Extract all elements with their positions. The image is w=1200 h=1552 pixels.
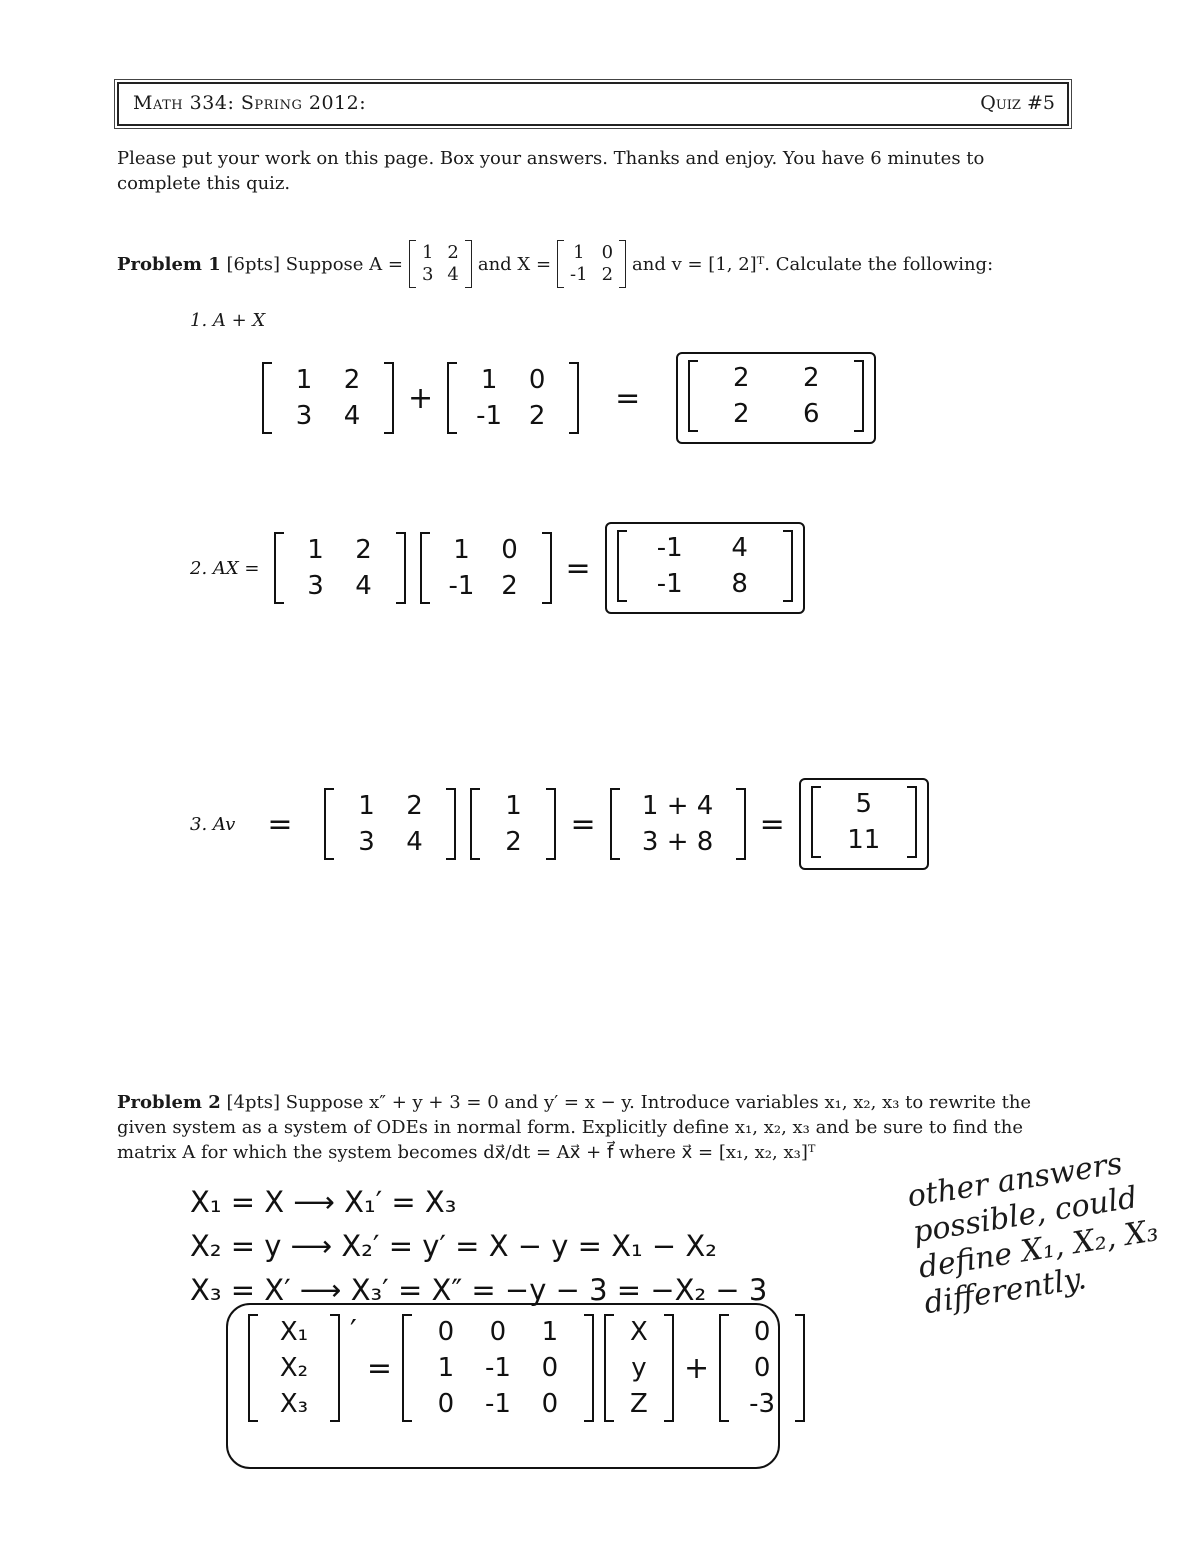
normal-form-system [248, 1314, 805, 1422]
handwritten-vector [719, 1314, 805, 1422]
cell: 3 [307, 571, 324, 601]
problem1-v-text: and v = [1, 2]ᵀ. Calculate the following: [632, 253, 994, 275]
substitution-line: X₂ = y ⟶ X₂′ = y′ = X − y = X₁ − X₂ [190, 1229, 717, 1263]
equals-sign: = [565, 550, 591, 586]
problem1-statement [117, 240, 993, 288]
cell: 0 [489, 1317, 507, 1347]
answer-matrix [688, 360, 864, 432]
matrix-cell: 2 [447, 242, 459, 263]
cell: 8 [731, 569, 748, 599]
cell: X [630, 1317, 648, 1347]
cell: X₂ [279, 1353, 309, 1383]
cell: 6 [803, 399, 820, 429]
cell: 3 [295, 401, 313, 431]
cell: -1 [656, 533, 683, 563]
answer-vector [811, 786, 917, 858]
cell: 0 [437, 1317, 455, 1347]
handwritten-matrix [402, 1314, 594, 1422]
handwritten-vector [470, 788, 556, 860]
cell: 2 [528, 401, 546, 431]
matrix-cell: -1 [570, 264, 588, 285]
substitution-line: X₃ = X′ ⟶ X₃′ = X″ = −y − 3 = −X₂ − 3 [190, 1273, 768, 1307]
prime-mark: ′ [350, 1314, 357, 1349]
cell: y [631, 1353, 647, 1383]
answer-box [799, 778, 929, 870]
answer-box [605, 522, 805, 614]
cell: 1 + 4 [641, 791, 714, 821]
problem1-suppose: Suppose A = [285, 253, 403, 275]
cell: -1 [656, 569, 683, 599]
instructions: Please put your work on this page. Box your answers. Thanks and enjoy. You have 6 minutes to complete this quiz. [117, 148, 985, 194]
cell: 0 [753, 1353, 771, 1383]
cell: 0 [541, 1353, 559, 1383]
matrix-cell: 0 [601, 242, 614, 263]
cell: 0 [437, 1389, 455, 1419]
cell: 0 [528, 365, 546, 395]
cell: 1 [295, 365, 313, 395]
cell: 2 [406, 791, 423, 821]
cell: 2 [505, 827, 522, 857]
plus-sign: + [683, 1350, 710, 1386]
matrix-cell: 4 [447, 264, 459, 285]
handwritten-vector [248, 1314, 340, 1422]
cell: 2 [733, 363, 750, 393]
cell: 1 [505, 791, 522, 821]
matrix-X [557, 240, 626, 288]
handwritten-matrix [274, 532, 406, 604]
matrix-cell: 3 [421, 264, 434, 285]
handwritten-matrix [262, 362, 394, 434]
problem1-and-x: and X = [477, 253, 552, 275]
equals-sign: = [615, 380, 641, 416]
cell: 4 [343, 401, 361, 431]
cell: 11 [847, 825, 881, 855]
cell: 2 [501, 571, 518, 601]
matrix-cell: 2 [601, 264, 614, 285]
problem2-statement [117, 1090, 1062, 1165]
cell: X₁ [279, 1317, 309, 1347]
cell: 0 [753, 1317, 771, 1347]
part1-label: 1. A + X [190, 310, 266, 331]
cell: 5 [855, 789, 873, 819]
problem2-label: Problem 2 [117, 1092, 221, 1113]
handwritten-note: other answers possible, could define X₁, X₂, X₃ differently. [905, 1146, 1161, 1322]
handwritten-matrix [324, 788, 456, 860]
cell: 1 [358, 791, 375, 821]
cell: -1 [484, 1353, 511, 1383]
cell: 1 [541, 1317, 559, 1347]
cell: 0 [501, 535, 518, 565]
cell: 0 [541, 1389, 559, 1419]
cell: 3 [358, 827, 375, 857]
equals-sign: = [570, 806, 596, 842]
part3-work [190, 778, 929, 870]
plus-sign: + [408, 380, 434, 416]
cell: -1 [448, 571, 475, 601]
part2-label: 2. AX = [190, 557, 260, 579]
cell: 2 [733, 399, 750, 429]
cell: 2 [803, 363, 820, 393]
cell: 1 [453, 535, 470, 565]
cell: X₃ [279, 1389, 309, 1419]
quiz-number: Quiz #5 [980, 92, 1055, 114]
cell: 1 [437, 1353, 455, 1383]
matrix-cell: 1 [573, 242, 585, 263]
cell: -1 [484, 1389, 511, 1419]
answer-box [676, 352, 876, 444]
equals-sign: = [267, 806, 293, 842]
cell: Z [630, 1389, 648, 1419]
handwritten-vector [610, 788, 746, 860]
cell: 2 [343, 365, 361, 395]
handwritten-matrix [447, 362, 579, 434]
cell: 4 [731, 533, 748, 563]
quiz-header [117, 82, 1069, 126]
substitution-lines [190, 1180, 767, 1312]
problem2-points: [4pts] [226, 1092, 280, 1113]
cell: 1 [480, 365, 498, 395]
handwritten-matrix [420, 532, 552, 604]
equals-sign: = [759, 806, 785, 842]
part3-label: 3. Av [190, 813, 236, 835]
substitution-line: X₁ = X ⟶ X₁′ = X₃ [190, 1185, 457, 1219]
cell: 4 [406, 827, 423, 857]
cell: 2 [355, 535, 372, 565]
problem2-text: Suppose x″ + y + 3 = 0 and y′ = x − y. Introduce variables x₁, x₂, x₃ to rewrite the given system as a system of ODEs in normal form. Explicitly define x₁, x₂, x₃ and be sure to find the matrix A for which the system becomes dx⃗/dt = Ax⃗ + f⃗ where x⃗ = [x₁, x₂, x₃]ᵀ [117, 1092, 1032, 1163]
cell: -1 [476, 401, 503, 431]
cell: 3 + 8 [641, 827, 714, 857]
part2-work [190, 522, 805, 614]
course-title: Math 334: Spring 2012: [133, 92, 367, 114]
part1-work [262, 352, 876, 444]
handwritten-vector [604, 1314, 674, 1422]
answer-matrix [617, 530, 793, 602]
equals-sign: = [366, 1350, 392, 1386]
cell: 1 [307, 535, 324, 565]
cell: 4 [355, 571, 372, 601]
problem1-label: Problem 1 [117, 253, 221, 275]
cell: -3 [749, 1389, 776, 1419]
problem1-points: [6pts] [226, 253, 280, 275]
matrix-A [409, 240, 472, 288]
matrix-cell: 1 [421, 242, 434, 263]
